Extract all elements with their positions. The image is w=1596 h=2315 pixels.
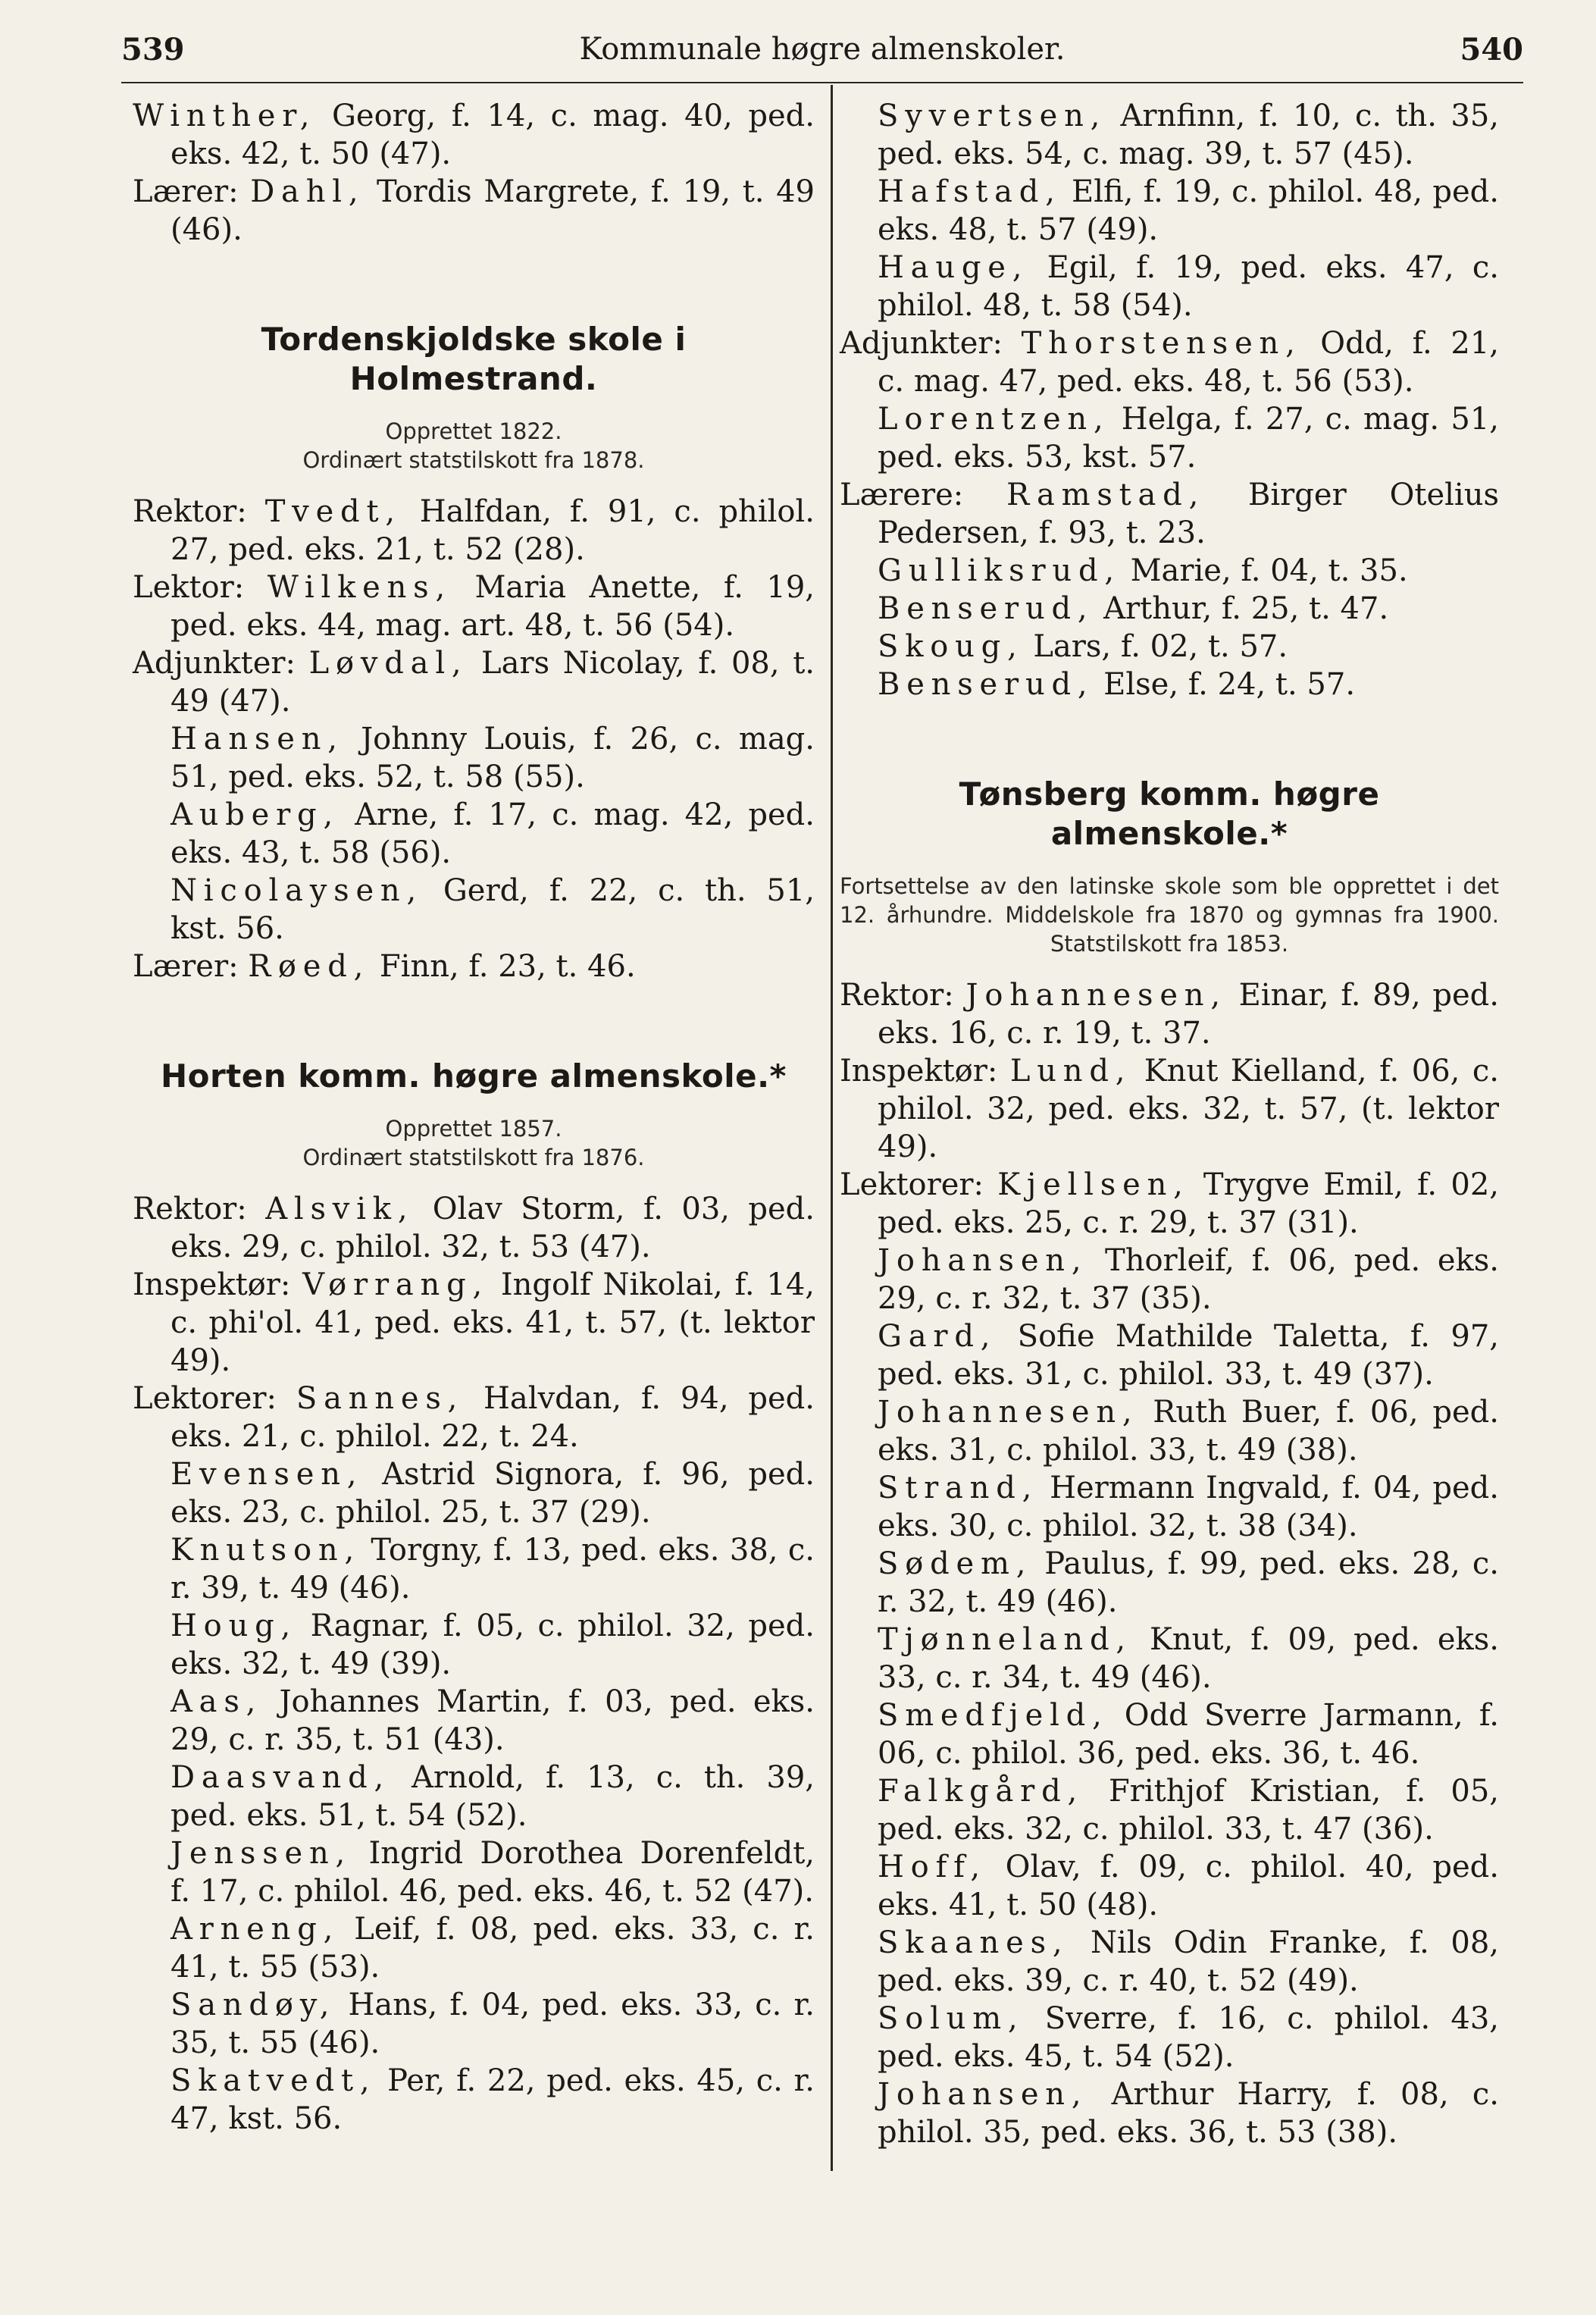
staff-entry: Sandøy, Hans, f. 04, ped. eks. 33, c. r. 35, t. 55 (46).	[171, 1988, 815, 2060]
staff-entry: Lorentzen, Helga, f. 27, c. mag. 51, ped. eks. 53, kst. 57.	[878, 402, 1499, 475]
staff-entry: Hafstad, Elfi, f. 19, c. philol. 48, ped. eks. 48, t. 57 (49).	[878, 174, 1499, 247]
staff-entry: Hansen, Johnny Louis, f. 26, c. mag. 51, ped. eks. 52, t. 58 (55).	[171, 722, 815, 794]
staff-entry: Benserud, Arthur, f. 25, t. 47.	[878, 591, 1389, 626]
staff-entry: Falkgård, Frithjof Kristian, f. 05, ped. eks. 32, c. philol. 33, t. 47 (36).	[878, 1774, 1499, 1847]
header-rule	[121, 82, 1523, 83]
staff-entry: Lektorer: Sannes, Halvdan, f. 94, ped. eks. 21, c. philol. 22, t. 24.	[133, 1381, 815, 1454]
right-column	[840, 97, 1499, 2151]
founded-note: Opprettet 1857.	[385, 1116, 562, 1142]
staff-entry: Johansen, Thorleif, f. 06, ped. eks. 29, c. r. 32, t. 37 (35).	[878, 1243, 1499, 1316]
section-title-tordenskjoldske: Tordenskjoldske skole i Holmestrand.	[261, 321, 687, 397]
tordenskjoldske-staff-list	[133, 493, 815, 985]
staff-entry: Gard, Sofie Mathilde Taletta, f. 97, ped. eks. 31, c. philol. 33, t. 49 (37).	[878, 1319, 1499, 1392]
staff-entry: Rektor: Johannesen, Einar, f. 89, ped. eks. 16, c. r. 19, t. 37.	[840, 978, 1499, 1051]
staff-entry: Daasvand, Arnold, f. 13, c. th. 39, ped. eks. 51, t. 54 (52).	[171, 1760, 815, 1833]
staff-entry: Lektor: Wilkens, Maria Anette, f. 19, ped. eks. 44, mag. art. 48, t. 56 (54).	[133, 570, 815, 643]
staff-entry: Hoff, Olav, f. 09, c. philol. 40, ped. eks. 41, t. 50 (48).	[878, 1850, 1499, 1922]
staff-entry: Houg, Ragnar, f. 05, c. philol. 32, ped. eks. 32, t. 49 (39).	[171, 1609, 815, 1681]
section-title-horten: Horten komm. høgre almenskole.*	[160, 1057, 787, 1095]
staff-entry: Lærere: Ramstad, Birger Otelius Pedersen, f. 93, t. 23.	[840, 478, 1499, 550]
staff-entry: Aas, Johannes Martin, f. 03, ped. eks. 29, c. r. 35, t. 51 (43).	[171, 1684, 815, 1757]
staff-entry: Inspektør: Lund, Knut Kielland, f. 06, c. philol. 32, ped. eks. 32, t. 57, (t. lektor 49).	[840, 1054, 1499, 1164]
staff-entry: Syvertsen, Arnfinn, f. 10, c. th. 35, ped. eks. 54, c. mag. 39, t. 57 (45).	[878, 99, 1499, 171]
subsidy-note: Ordinært statstilskott fra 1876.	[302, 1145, 645, 1170]
staff-entry: Adjunkter: Thorstensen, Odd, f. 21, c. mag. 47, ped. eks. 48, t. 56 (53).	[840, 326, 1499, 399]
staff-entry: Johansen, Arthur Harry, f. 08, c. philol. 35, ped. eks. 36, t. 53 (38).	[878, 2077, 1499, 2150]
staff-entry: Adjunkter: Løvdal, Lars Nicolay, f. 08, t. 49 (47).	[133, 646, 815, 719]
founded-note: Opprettet 1822.	[385, 418, 562, 444]
staff-entry: Johannesen, Ruth Buer, f. 06, ped. eks. 31, c. philol. 33, t. 49 (38).	[878, 1395, 1499, 1468]
staff-entry: Lektorer: Kjellsen, Trygve Emil, f. 02, ped. eks. 25, c. r. 29, t. 37 (31).	[840, 1167, 1499, 1240]
running-title: Kommunale høgre almenskoler.	[579, 32, 1066, 67]
staff-entry: Rektor: Tvedt, Halfdan, f. 91, c. philol. 27, ped. eks. 21, t. 52 (28).	[133, 494, 815, 567]
page-number-left: 539	[121, 32, 185, 67]
staff-entry: Evensen, Astrid Signora, f. 96, ped. eks. 23, c. philol. 25, t. 37 (29).	[171, 1457, 815, 1530]
left-column	[133, 97, 815, 2138]
staff-entry: Inspektør: Vørrang, Ingolf Nikolai, f. 14, c. phi'ol. 41, ped. eks. 41, t. 57, (t. lektor 49).	[133, 1267, 815, 1378]
history-note: Fortsettelse av den latinske skole som ble opprettet i det 12. århundre. Middelskole fra 1870 og gymnas fra 1900. Statstilskott fra 1853.	[840, 873, 1499, 957]
subsidy-note: Ordinært statstilskott fra 1878.	[302, 447, 645, 473]
section-title-tonsberg: Tønsberg komm. høgre almenskole.*	[959, 775, 1380, 852]
staff-entry: Winther, Georg, f. 14, c. mag. 40, ped. eks. 42, t. 50 (47).	[133, 99, 815, 171]
staff-entry: Benserud, Else, f. 24, t. 57.	[878, 667, 1356, 702]
running-header	[121, 32, 1523, 77]
staff-entry: Sødem, Paulus, f. 99, ped. eks. 28, c. r. 32, t. 49 (46).	[878, 1546, 1499, 1619]
staff-entry: Skatvedt, Per, f. 22, ped. eks. 45, c. r. 47, kst. 56.	[171, 2063, 815, 2136]
page-number-right: 540	[1460, 32, 1523, 67]
staff-entry: Knutson, Torgny, f. 13, ped. eks. 38, c. r. 39, t. 49 (46).	[171, 1533, 815, 1605]
staff-entry: Rektor: Alsvik, Olav Storm, f. 03, ped. eks. 29, c. philol. 32, t. 53 (47).	[133, 1192, 815, 1264]
horten-staff-list	[133, 1190, 815, 2138]
staff-entry: Lærer: Dahl, Tordis Margrete, f. 19, t. 49 (46).	[133, 174, 815, 247]
staff-entry: Nicolaysen, Gerd, f. 22, c. th. 51, kst. 56.	[171, 873, 815, 946]
staff-entry: Smedfjeld, Odd Sverre Jarmann, f. 06, c. philol. 36, ped. eks. 36, t. 46.	[878, 1698, 1499, 1771]
staff-entry: Skaanes, Nils Odin Franke, f. 08, ped. eks. 39, c. r. 40, t. 52 (49).	[878, 1925, 1499, 1998]
tonsberg-staff-list	[840, 976, 1499, 2151]
staff-entry: Auberg, Arne, f. 17, c. mag. 42, ped. eks. 43, t. 58 (56).	[171, 797, 815, 870]
staff-entry: Arneng, Leif, f. 08, ped. eks. 33, c. r. 41, t. 55 (53).	[171, 1912, 815, 1985]
column-divider	[831, 85, 833, 2171]
staff-entry: Gulliksrud, Marie, f. 04, t. 35.	[878, 553, 1408, 588]
holmestrand-continued-list	[840, 97, 1499, 703]
staff-entry: Jenssen, Ingrid Dorothea Dorenfeldt, f. 17, c. philol. 46, ped. eks. 46, t. 52 (47).	[171, 1836, 815, 1909]
staff-entry: Strand, Hermann Ingvald, f. 04, ped. eks. 30, c. philol. 32, t. 38 (34).	[878, 1471, 1499, 1543]
staff-entry: Solum, Sverre, f. 16, c. philol. 43, ped. eks. 45, t. 54 (52).	[878, 2001, 1499, 2074]
staff-entry: Skoug, Lars, f. 02, t. 57.	[878, 629, 1288, 664]
staff-entry: Tjønneland, Knut, f. 09, ped. eks. 33, c. r. 34, t. 49 (46).	[878, 1622, 1499, 1695]
staff-entry: Lærer: Røed, Finn, f. 23, t. 46.	[133, 949, 636, 984]
staff-entry: Hauge, Egil, f. 19, ped. eks. 47, c. philol. 48, t. 58 (54).	[878, 250, 1499, 323]
